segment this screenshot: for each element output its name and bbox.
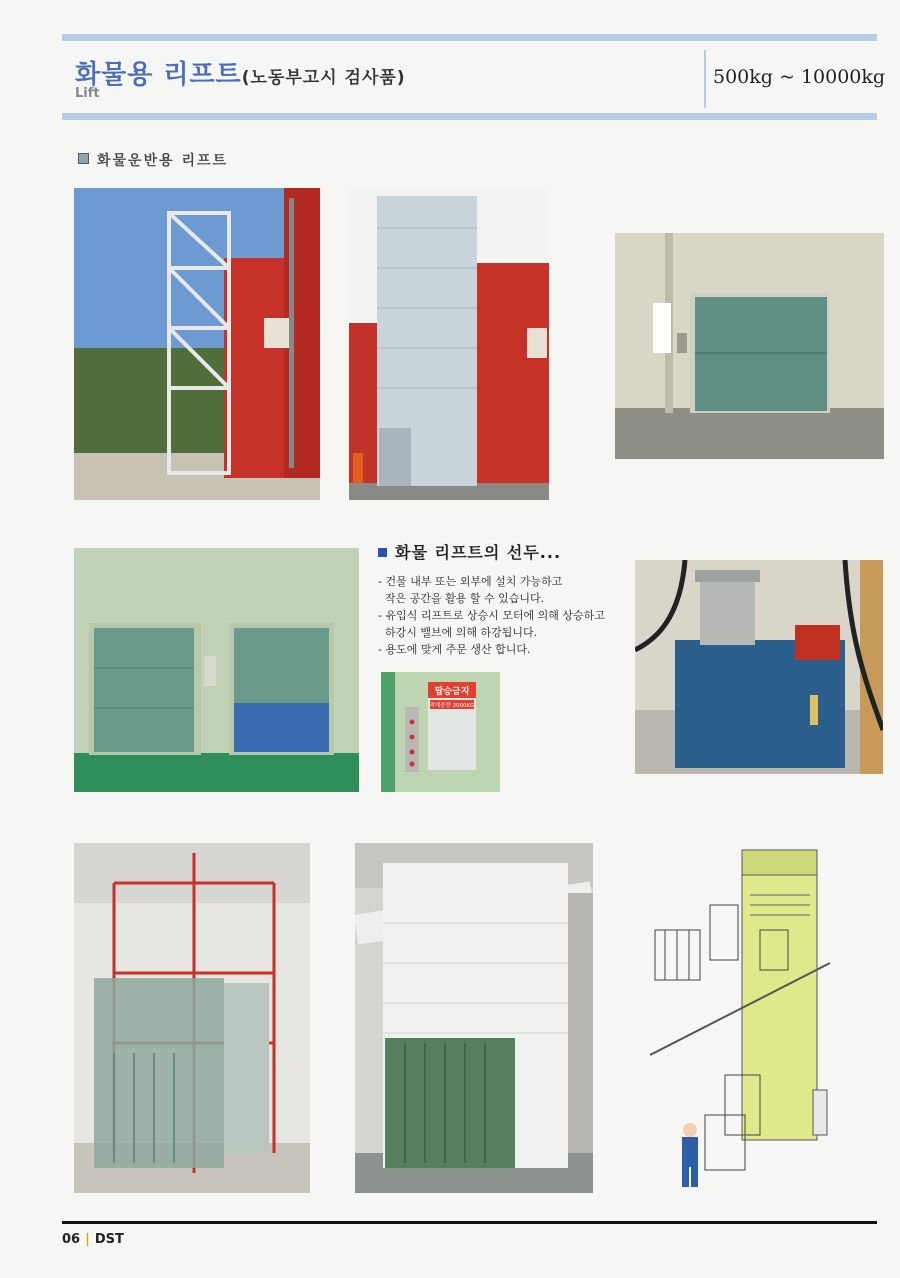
hydraulic-power-unit-icon <box>635 560 883 774</box>
info-heading-text: 화물 리프트의 선두... <box>395 543 562 562</box>
indoor-lift-shaft-icon <box>355 843 593 1193</box>
photo-indoor-steel-frame <box>74 843 310 1193</box>
bullet-square-icon <box>378 548 387 557</box>
page-number: 06 <box>62 1232 81 1247</box>
section-label-text: 화물운반용 리프트 <box>97 153 229 169</box>
page-title <box>75 54 406 91</box>
illustration-lift <box>650 845 830 1190</box>
indoor-lift-door-icon <box>615 233 884 459</box>
photo-indoor-lift-shaft <box>355 843 593 1193</box>
footer-rule <box>62 1221 877 1224</box>
header-top-bar <box>62 34 877 41</box>
indoor-double-lift-doors-icon <box>74 548 359 792</box>
section-label <box>78 150 228 170</box>
info-block <box>378 540 628 658</box>
photo-outdoor-lift-frame <box>74 188 320 500</box>
outdoor-lift-shaft-panel-icon <box>349 188 549 500</box>
sign-capacity: 적재중량 2000KG <box>429 703 475 709</box>
photo-indoor-lift-door <box>615 233 884 459</box>
footer-brand: DST <box>94 1232 124 1247</box>
photo-indoor-double-doors <box>74 548 359 792</box>
capacity-range: 500kg ~ 10000kg <box>713 66 886 88</box>
title-subtitle: (노동부고시 검사품) <box>241 68 406 88</box>
footer-separator: | <box>85 1232 90 1247</box>
photo-lift-control-panel <box>381 672 500 792</box>
bullet-square-icon <box>78 153 89 164</box>
info-item: - 건물 내부 또는 외부에 설치 가능하고 작은 공간을 활용 할 수 있습니다. <box>378 575 563 605</box>
header-divider <box>704 50 706 108</box>
lift-control-panel-icon <box>381 672 500 792</box>
footer <box>62 1232 124 1247</box>
header-bottom-bar <box>62 113 877 120</box>
title-text: 화물용 리프트 <box>75 60 242 90</box>
info-item: - 용도에 맞게 주문 생산 합니다. <box>378 643 531 656</box>
photo-hydraulic-unit <box>635 560 883 774</box>
info-heading <box>378 540 628 563</box>
sign-title: 탑승금지 <box>434 687 470 697</box>
title-english: Lift <box>75 86 100 101</box>
outdoor-lift-tower-frame-icon <box>74 188 320 500</box>
photo-outdoor-lift-shaft <box>349 188 549 500</box>
info-item: - 유입식 리프트로 상승시 모터에 의해 상승하고 하강시 밸브에 의해 하강됩니다. <box>378 609 605 639</box>
lift-illustration-icon <box>650 845 830 1190</box>
indoor-lift-steel-frame-icon <box>74 843 310 1193</box>
